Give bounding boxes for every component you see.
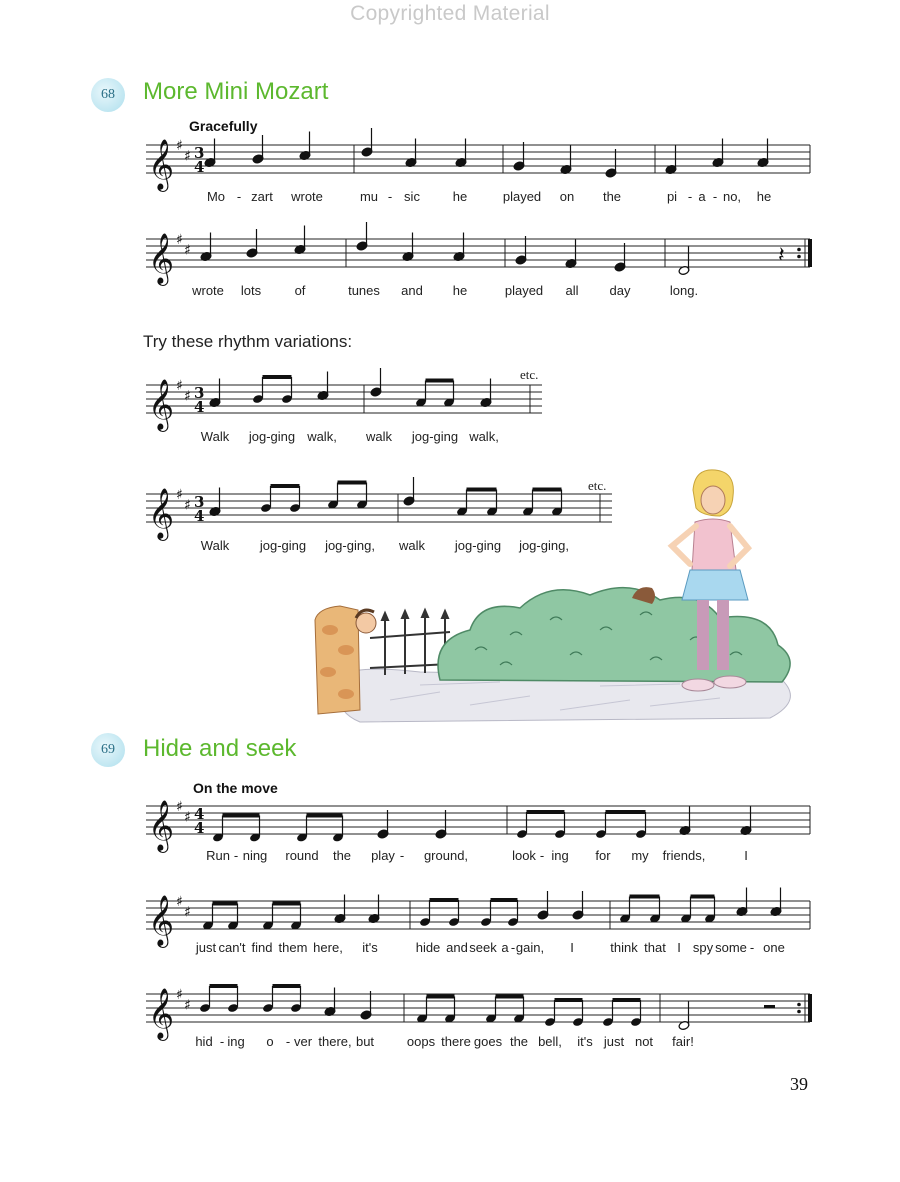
lyric-syllable: the bbox=[332, 848, 352, 863]
lyric-syllable: look bbox=[512, 848, 536, 863]
lyric-syllable: no, bbox=[722, 189, 742, 204]
lyric-syllable: pi bbox=[666, 189, 678, 204]
lyric-syllable: goes bbox=[473, 1034, 503, 1049]
lyric-syllable: he bbox=[756, 189, 772, 204]
lyric-syllable: gain, bbox=[515, 940, 545, 955]
lyric-syllable: wrote bbox=[291, 189, 323, 204]
lyric-syllable: the bbox=[509, 1034, 529, 1049]
lyric-hyphen: - bbox=[712, 189, 718, 204]
brick-pillar bbox=[315, 606, 360, 714]
song-number-badge: 69 bbox=[91, 733, 125, 767]
repeat-dot bbox=[797, 1010, 801, 1014]
lyric-syllable: all bbox=[565, 283, 579, 298]
lyric-syllable: he bbox=[452, 283, 468, 298]
lyric-syllable: long. bbox=[669, 283, 699, 298]
lyric-syllable: walk, bbox=[307, 429, 337, 444]
lyric-syllable: hid bbox=[195, 1034, 213, 1049]
lyric-hyphen: - bbox=[399, 848, 405, 863]
treble-clef: 𝄞 bbox=[148, 233, 175, 284]
lyric-syllable: a bbox=[501, 940, 509, 955]
lyric-syllable: it's bbox=[362, 940, 378, 955]
time-signature-bottom: 4 bbox=[194, 819, 205, 837]
time-signature-bottom: 4 bbox=[194, 507, 205, 525]
lyric-syllable: a bbox=[698, 189, 706, 204]
playground-illustration bbox=[300, 460, 810, 725]
time-signature-bottom: 4 bbox=[194, 158, 205, 176]
time-signature-top: 4 bbox=[194, 805, 205, 823]
etc-label: etc. bbox=[588, 478, 607, 493]
lyric-syllable: ver bbox=[293, 1034, 313, 1049]
lyric-syllable: on bbox=[559, 189, 575, 204]
lyric-hyphen: - bbox=[236, 189, 242, 204]
lyric-syllable: not bbox=[634, 1034, 654, 1049]
lyric-syllable: there bbox=[441, 1034, 471, 1049]
lyric-syllable: it's bbox=[577, 1034, 593, 1049]
lyric-hyphen: - bbox=[687, 189, 693, 204]
lyric-syllable: but bbox=[355, 1034, 375, 1049]
lyric-syllable: walk, bbox=[469, 429, 499, 444]
sharp-sign: ♯ bbox=[176, 987, 183, 1003]
lyric-syllable: think bbox=[610, 940, 638, 955]
lyric-syllable: ing bbox=[227, 1034, 245, 1049]
lyric-syllable: walk bbox=[398, 538, 426, 553]
rhythm-prompt: Try these rhythm variations: bbox=[143, 332, 353, 351]
lyric-syllable: jog-ging bbox=[259, 538, 307, 553]
lyric-syllable: Mo bbox=[206, 189, 226, 204]
lyric-hyphen: - bbox=[285, 1034, 291, 1049]
tempo-marking: Gracefully bbox=[189, 118, 258, 134]
lyric-syllable: jog-ging bbox=[411, 429, 459, 444]
song-title: Hide and seek bbox=[143, 735, 297, 762]
lyric-syllable: some bbox=[715, 940, 747, 955]
sharp-sign: ♯ bbox=[176, 232, 183, 248]
lyric-syllable: play bbox=[371, 848, 395, 863]
lyric-syllable: jog-ging bbox=[454, 538, 502, 553]
repeat-dot bbox=[797, 255, 801, 259]
lyric-syllable: I bbox=[744, 848, 748, 863]
lyric-syllable: I bbox=[570, 940, 574, 955]
lyric-syllable: I bbox=[677, 940, 681, 955]
watermark: Copyrighted Material bbox=[350, 2, 550, 25]
treble-clef: 𝄞 bbox=[148, 895, 175, 946]
lyric-syllable: tunes bbox=[348, 283, 380, 298]
sharp-sign: ♯ bbox=[176, 894, 183, 910]
sharp-sign: ♯ bbox=[176, 799, 183, 815]
repeat-dot bbox=[797, 248, 801, 252]
lyric-syllable: jog-ging bbox=[248, 429, 296, 444]
lyric-syllable: hide bbox=[415, 940, 441, 955]
lyric-syllable: Walk bbox=[200, 538, 230, 553]
lyric-syllable: Walk bbox=[200, 429, 230, 444]
quarter-rest: 𝄽 bbox=[778, 243, 785, 268]
song-number-badge: 68 bbox=[91, 78, 125, 112]
treble-clef: 𝄞 bbox=[148, 379, 175, 430]
lyric-syllable: walk bbox=[365, 429, 393, 444]
lyric-hyphen: - bbox=[387, 189, 393, 204]
lyric-syllable: mu bbox=[359, 189, 379, 204]
treble-clef: 𝄞 bbox=[148, 139, 175, 190]
song-title: More Mini Mozart bbox=[143, 78, 329, 105]
lyric-syllable: just bbox=[195, 940, 217, 955]
lyric-syllable: and bbox=[401, 283, 423, 298]
lyric-syllable: just bbox=[603, 1034, 625, 1049]
lyric-syllable: jog-ging, bbox=[325, 538, 375, 553]
lyric-syllable: Run bbox=[206, 848, 230, 863]
time-signature-top: 3 bbox=[194, 384, 205, 402]
lyric-syllable: there, bbox=[318, 1034, 352, 1049]
lyric-syllable: my bbox=[631, 848, 649, 863]
lyric-syllable: ning bbox=[242, 848, 268, 863]
sharp-sign: ♯ bbox=[184, 809, 191, 826]
lyric-syllable: lots bbox=[240, 283, 262, 298]
lyric-hyphen: - bbox=[539, 848, 545, 863]
lyric-syllable: ing bbox=[551, 848, 569, 863]
lyric-syllable: for bbox=[595, 848, 611, 863]
sharp-sign: ♯ bbox=[176, 138, 183, 154]
sharp-sign: ♯ bbox=[184, 904, 191, 921]
time-signature-top: 3 bbox=[194, 493, 205, 511]
lyric-syllable: fair! bbox=[672, 1034, 694, 1049]
lyric-syllable: day bbox=[609, 283, 631, 298]
lyric-hyphen: - bbox=[233, 848, 239, 863]
lyric-syllable: sic bbox=[404, 189, 420, 204]
lyric-syllable: can't bbox=[218, 940, 246, 955]
lyric-syllable: the bbox=[602, 189, 622, 204]
lyric-syllable: one bbox=[763, 940, 785, 955]
sharp-sign: ♯ bbox=[184, 242, 191, 259]
lyric-syllable: that bbox=[644, 940, 666, 955]
lyric-syllable: find bbox=[251, 940, 273, 955]
lyric-syllable: seek bbox=[469, 940, 497, 955]
lyric-syllable: jog-ging, bbox=[519, 538, 569, 553]
sharp-sign: ♯ bbox=[176, 378, 183, 394]
lyric-syllable: played bbox=[504, 283, 544, 298]
time-signature-bottom: 4 bbox=[194, 398, 205, 416]
sharp-sign: ♯ bbox=[184, 388, 191, 405]
lyric-syllable: bell, bbox=[538, 1034, 562, 1049]
lyric-syllable: ground, bbox=[423, 848, 469, 863]
etc-label: etc. bbox=[520, 367, 539, 382]
half-rest bbox=[764, 1005, 775, 1009]
lyric-syllable: he bbox=[452, 189, 468, 204]
lyric-syllable: round bbox=[285, 848, 319, 863]
lyric-hyphen: - bbox=[510, 940, 516, 955]
lyric-syllable: o bbox=[266, 1034, 274, 1049]
treble-clef: 𝄞 bbox=[148, 800, 175, 851]
lyric-syllable: oops bbox=[406, 1034, 436, 1049]
treble-clef: 𝄞 bbox=[148, 488, 175, 539]
lyric-syllable: zart bbox=[251, 189, 273, 204]
treble-clef: 𝄞 bbox=[148, 988, 175, 1039]
lyric-syllable: wrote bbox=[192, 283, 224, 298]
lyric-syllable: spy bbox=[692, 940, 714, 955]
lyric-syllable: and bbox=[446, 940, 468, 955]
lyric-syllable: here, bbox=[313, 940, 343, 955]
tempo-marking: On the move bbox=[193, 780, 278, 796]
page-number: 39 bbox=[790, 1074, 808, 1094]
sharp-sign: ♯ bbox=[184, 148, 191, 165]
sharp-sign: ♯ bbox=[184, 997, 191, 1014]
hedge bbox=[438, 588, 790, 682]
lyric-syllable: them bbox=[278, 940, 308, 955]
lyric-hyphen: - bbox=[219, 1034, 225, 1049]
sharp-sign: ♯ bbox=[184, 497, 191, 514]
repeat-dot bbox=[797, 1003, 801, 1007]
lyric-syllable: of bbox=[294, 283, 306, 298]
lyric-hyphen: - bbox=[749, 940, 755, 955]
time-signature-top: 3 bbox=[194, 144, 205, 162]
lyric-syllable: played bbox=[502, 189, 542, 204]
hiding-child bbox=[356, 613, 376, 633]
sharp-sign: ♯ bbox=[176, 487, 183, 503]
lyric-syllable: friends, bbox=[662, 848, 706, 863]
